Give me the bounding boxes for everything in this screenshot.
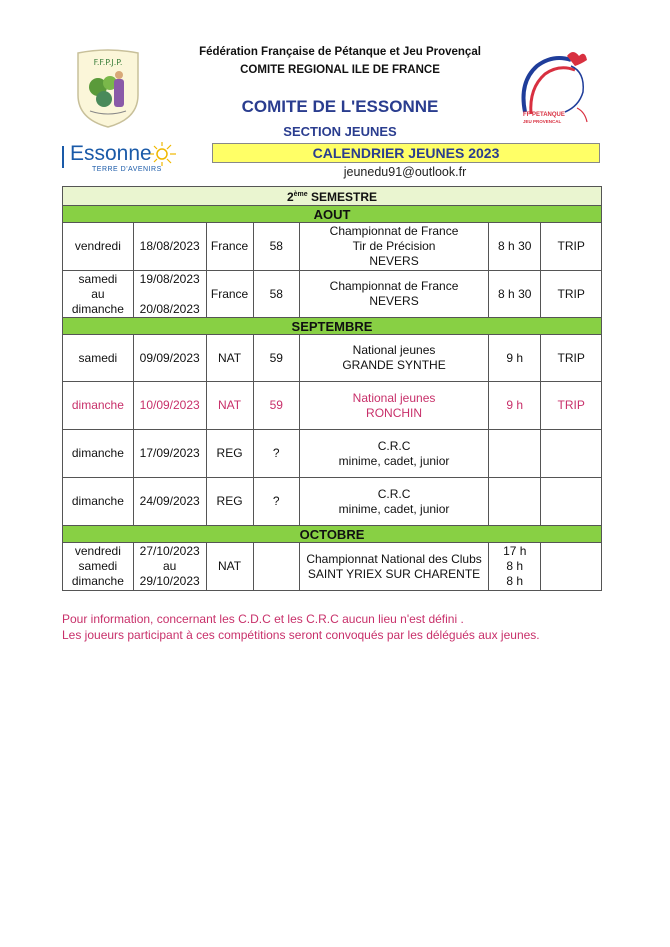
- section-title: SECTION JEUNES: [283, 124, 397, 139]
- dept-cell: [253, 543, 300, 591]
- day-cell: dimanche: [63, 382, 134, 430]
- dept-cell: ?: [253, 478, 300, 526]
- transport-cell: [541, 430, 602, 478]
- month-header: SEPTEMBRE: [63, 318, 602, 335]
- transport-cell: TRIP: [541, 335, 602, 382]
- date-cell: 17/09/2023: [133, 430, 206, 478]
- calendar-table: [62, 186, 602, 591]
- level-cell: France: [206, 223, 253, 271]
- level-cell: NAT: [206, 382, 253, 430]
- month-row-octobre: [63, 526, 602, 543]
- dept-cell: 58: [253, 223, 300, 271]
- calendar-title-banner: CALENDRIER JEUNES 2023: [212, 143, 600, 163]
- month-row-septembre: [63, 318, 602, 335]
- federation-name: Fédération Française de Pétanque et Jeu Provençal: [199, 46, 481, 58]
- table-row: [63, 223, 602, 271]
- event-cell: C.R.C minime, cadet, junior: [300, 478, 489, 526]
- time-cell: 8 h 30: [489, 223, 541, 271]
- date-cell: 24/09/2023: [133, 478, 206, 526]
- semester-row: [63, 187, 602, 206]
- level-cell: NAT: [206, 335, 253, 382]
- time-cell: 9 h: [489, 335, 541, 382]
- date-cell: 27/10/2023 au 29/10/2023: [133, 543, 206, 591]
- ffpjp-letters: F.F.P.J.P.: [93, 58, 123, 67]
- essonne-logo: [62, 140, 172, 180]
- committee-title: COMITE DE L'ESSONNE: [241, 97, 439, 116]
- level-cell: France: [206, 271, 253, 318]
- transport-cell: TRIP: [541, 271, 602, 318]
- day-cell: samedi au dimanche: [63, 271, 134, 318]
- day-cell: samedi: [63, 335, 134, 382]
- level-cell: REG: [206, 430, 253, 478]
- transport-cell: [541, 543, 602, 591]
- rooster-text-2: JEU PROVENCAL: [523, 119, 562, 124]
- rooster-text-1: FF PETANQUE: [523, 112, 565, 118]
- semester-header: 2ème SEMESTRE: [63, 187, 602, 206]
- transport-cell: TRIP: [541, 382, 602, 430]
- month-header: AOUT: [63, 206, 602, 223]
- time-cell: 8 h 30: [489, 271, 541, 318]
- table-row: [63, 430, 602, 478]
- time-cell: 17 h 8 h 8 h: [489, 543, 541, 591]
- date-cell: 18/08/2023: [133, 223, 206, 271]
- table-row: [63, 335, 602, 382]
- month-row-aout: [63, 206, 602, 223]
- essonne-tagline: TERRE D'AVENIRS: [92, 166, 162, 173]
- event-cell: National jeunes GRANDE SYNTHE: [300, 335, 489, 382]
- event-cell: Championnat National des Clubs SAINT YRIEX SUR CHARENTE: [300, 543, 489, 591]
- info-note-1: Pour information, concernant les C.D.C et les C.R.C aucun lieu n'est défini .: [62, 612, 464, 626]
- month-header: OCTOBRE: [63, 526, 602, 543]
- table-row: [63, 271, 602, 318]
- date-cell: 10/09/2023: [133, 382, 206, 430]
- event-cell: Championnat de France Tir de Précision NEVERS: [300, 223, 489, 271]
- time-cell: [489, 430, 541, 478]
- dept-cell: 59: [253, 335, 300, 382]
- transport-cell: [541, 478, 602, 526]
- date-cell: 09/09/2023: [133, 335, 206, 382]
- level-cell: NAT: [206, 543, 253, 591]
- time-cell: [489, 478, 541, 526]
- table-row: [63, 543, 602, 591]
- essonne-bar: [62, 146, 64, 168]
- event-cell: National jeunes RONCHIN: [300, 382, 489, 430]
- sun-icon: [150, 140, 178, 168]
- dept-cell: 59: [253, 382, 300, 430]
- contact-email[interactable]: jeunedu91@outlook.fr: [343, 165, 467, 179]
- table-row-highlighted: [63, 382, 602, 430]
- time-cell: 9 h: [489, 382, 541, 430]
- day-cell: vendredi: [63, 223, 134, 271]
- day-cell: dimanche: [63, 478, 134, 526]
- regional-committee: COMITE REGIONAL ILE DE FRANCE: [240, 64, 440, 76]
- level-cell: REG: [206, 478, 253, 526]
- event-cell: Championnat de France NEVERS: [300, 271, 489, 318]
- essonne-word: Essonne: [70, 142, 152, 165]
- dept-cell: 58: [253, 271, 300, 318]
- info-note-2: Les joueurs participant à ces compétitions seront convoqués par les délégués aux jeunes.: [62, 628, 540, 642]
- day-cell: dimanche: [63, 430, 134, 478]
- date-cell: 19/08/2023 20/08/2023: [133, 271, 206, 318]
- day-cell: vendredi samedi dimanche: [63, 543, 134, 591]
- transport-cell: TRIP: [541, 223, 602, 271]
- ffpjp-logo: [74, 47, 142, 129]
- dept-cell: ?: [253, 430, 300, 478]
- table-row: [63, 478, 602, 526]
- event-cell: C.R.C minime, cadet, junior: [300, 430, 489, 478]
